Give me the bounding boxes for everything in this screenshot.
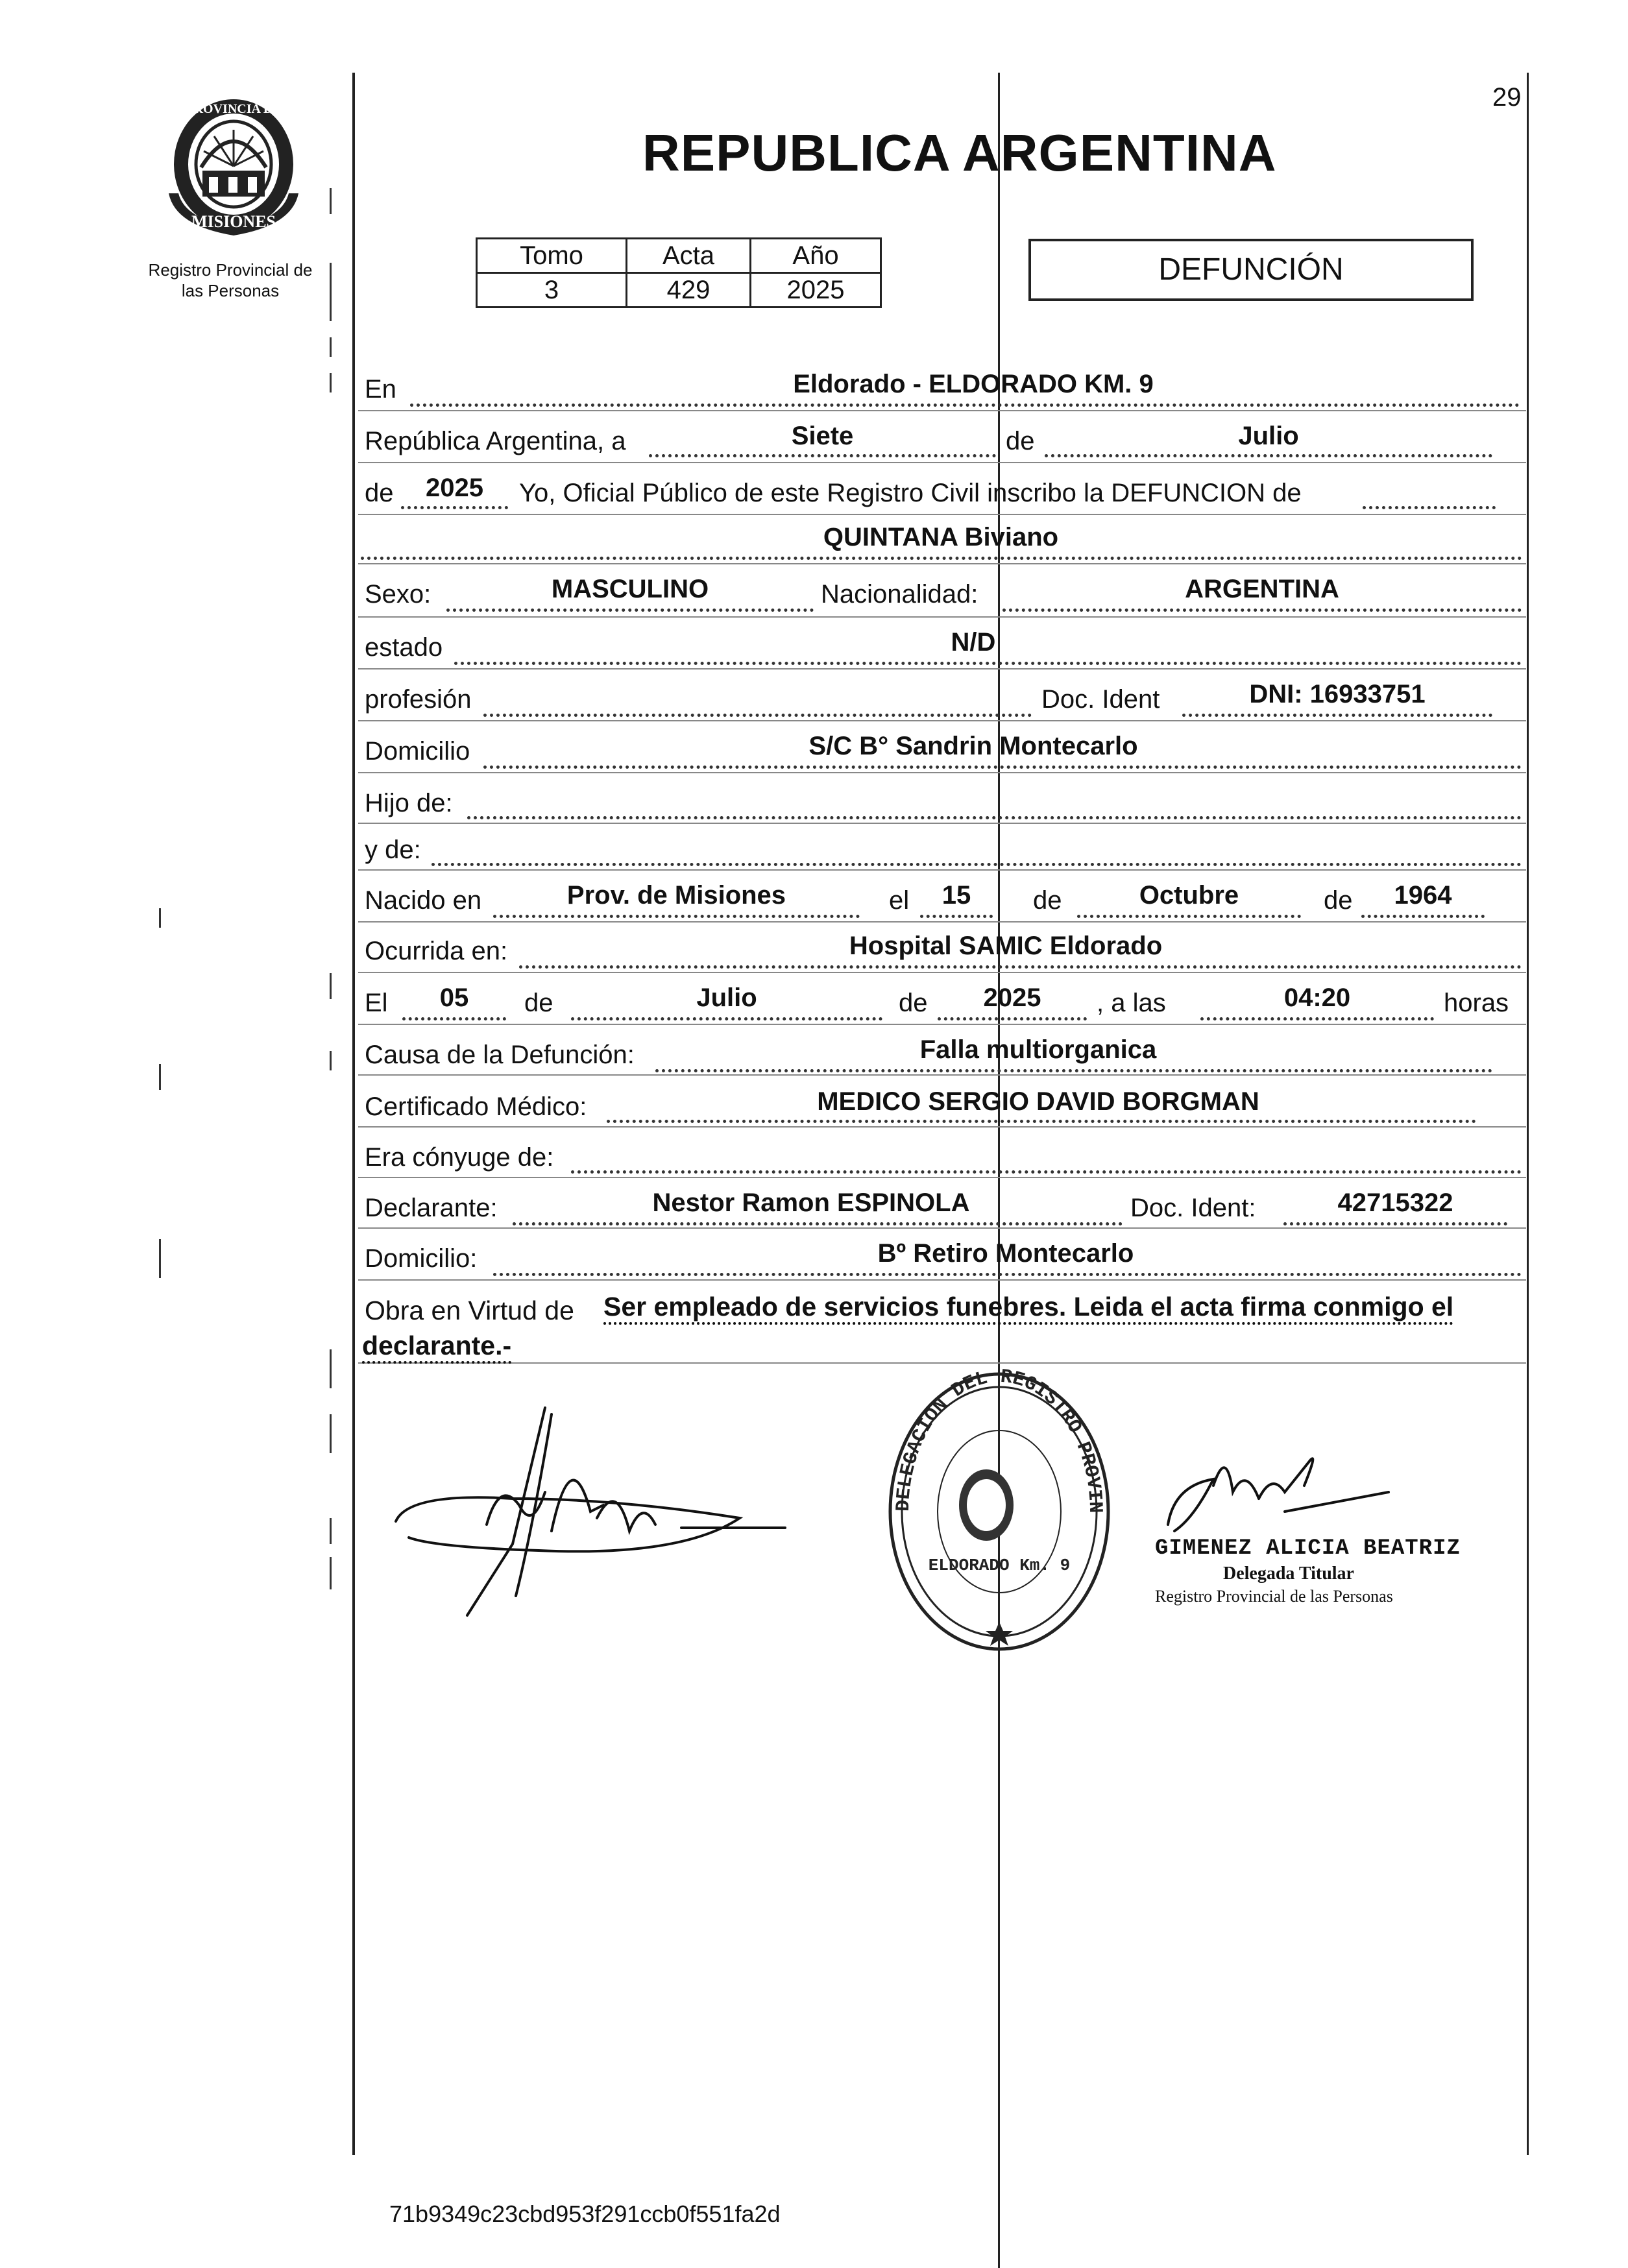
value-tomo: 3 [477,273,627,308]
value-causa: Falla multiorganica [919,1035,1157,1064]
dotted-line [571,1017,882,1020]
value-death-day: 05 [439,983,469,1012]
value-month: Julio [1238,422,1299,450]
row-separator [358,563,1526,564]
row-separator [358,1126,1526,1128]
dotted-line [431,863,1522,866]
value-day: Siete [791,422,854,450]
label-de-death-month: de [524,989,553,1017]
value-estado: N/D [951,628,996,657]
label-declarante: Declarante: [365,1194,498,1222]
dotted-line [402,1017,506,1020]
document-hash: 71b9349c23cbd953f291ccb0f551fa2d [389,2201,781,2227]
value-sexo: MASCULINO [551,575,709,603]
header-acta: Acta [627,239,751,273]
dotted-line [483,714,1032,717]
label-profesion: profesión [365,685,472,714]
record-table [476,237,882,308]
stamp-inner-text: ELDORADO Km. 9 [928,1556,1071,1575]
scan-mark [330,1349,332,1388]
value-nacido-en: Prov. de Misiones [566,881,786,910]
value-death-month: Julio [696,983,757,1012]
label-republica: República Argentina, a [365,427,626,455]
stamp-outer-text: DELEGACION DEL REGISTRO PROVIN [892,1366,1106,1514]
label-en: En [365,375,396,404]
signature-scribble-icon [1155,1447,1402,1538]
label-domicilio: Domicilio [365,737,470,766]
row-separator [358,869,1526,871]
scan-mark [330,1518,332,1544]
row-separator [358,823,1526,824]
label-y-de: y de: [365,836,421,864]
label-ocurrida-en: Ocurrida en: [365,937,508,965]
dotted-line [493,1273,1522,1276]
row-separator [358,720,1526,721]
dotted-line [938,1017,1087,1020]
provincial-seal [162,90,305,245]
official-role: Delegada Titular [1223,1563,1354,1584]
page-number: 29 [1492,83,1522,112]
label-nacido-en: Nacido en [365,886,482,915]
dotted-line [361,557,1522,560]
row-separator [358,1177,1526,1178]
label-domicilio-declarante: Domicilio: [365,1244,478,1273]
seal-emblem-icon [162,90,305,245]
value-obra-line-1: Ser empleado de servicios funebres. Leida el acta firma conmigo el [603,1292,1454,1321]
row-separator [358,921,1526,923]
label-yo-text: Yo, Oficial Público de este Registro Civil inscribo la DEFUNCION de [519,479,1302,507]
row-separator [358,1279,1526,1281]
dotted-line [454,662,1522,665]
page-title: REPUBLICA ARGENTINA [642,124,1277,182]
value-doc-ident-declarante: 42715322 [1337,1188,1453,1217]
value-birth-year: 1964 [1394,881,1452,910]
label-certificado: Certificado Médico: [365,1092,587,1121]
dotted-line [1002,609,1522,612]
scan-mark [330,337,332,357]
registry-stamp [882,1356,1116,1654]
row-separator [358,462,1526,463]
row-separator [358,616,1526,618]
dotted-line [1361,915,1485,918]
registry-line-2: las Personas [181,281,280,300]
dotted-line [1077,915,1301,918]
declarant-signature [383,1401,798,1622]
left-margin-line [352,73,355,2155]
official-signature [1155,1447,1402,1538]
dotted-line [571,1170,1522,1174]
value-obra-line-2: declarante.- [362,1331,512,1360]
value-death-time: 04:20 [1283,983,1351,1012]
value-domicilio: S/C B° Sandrin Montecarlo [808,732,1138,760]
dotted-line [410,404,1520,407]
label-el-death: El [365,989,388,1017]
row-separator [358,1227,1526,1229]
label-doc-ident: Doc. Ident [1041,685,1160,714]
stamp-seal-icon [882,1356,1116,1654]
scan-mark [330,1557,332,1589]
row-separator [358,1074,1526,1076]
label-hijo-de: Hijo de: [365,789,453,817]
value-ano: 2025 [751,273,881,308]
label-horas: horas [1444,989,1509,1017]
value-nacionalidad: ARGENTINA [1185,575,1339,603]
dotted-line [649,454,996,457]
seal-top-text: PROVINCIA DE [186,102,282,116]
value-location: Eldorado - ELDORADO KM. 9 [793,370,1154,398]
dotted-line [467,816,1522,819]
right-margin-line [1527,73,1529,2155]
dotted-line [655,1069,1492,1072]
value-acta: 429 [627,273,751,308]
official-name: GIMENEZ ALICIA BEATRIZ [1155,1536,1461,1561]
value-doc-ident: DNI: 16933751 [1249,680,1426,708]
row-separator [358,410,1526,411]
registry-line-1: Registro Provincial de [148,260,313,280]
label-causa: Causa de la Defunción: [365,1041,635,1069]
scan-mark [330,1414,332,1453]
scan-mark [330,1051,332,1070]
row-separator [358,1024,1526,1025]
label-obra: Obra en Virtud de [365,1296,574,1325]
scan-mark [330,973,332,999]
scan-mark [159,908,161,928]
dotted-line [607,1120,1476,1123]
dotted-line [513,1222,1123,1225]
dotted-line [920,915,993,918]
label-estado: estado [365,633,443,662]
dotted-line [483,766,1522,769]
dotted-line [1182,714,1492,717]
label-el: el [889,886,910,915]
label-a-las: , a las [1097,989,1166,1017]
value-deceased-name: QUINTANA Biviano [823,523,1059,551]
row-separator [358,972,1526,973]
label-de-death-year: de [899,989,928,1017]
dotted-line [519,965,1522,969]
value-year: 2025 [426,474,483,502]
dotted-line [446,609,814,612]
value-certificado: MEDICO SERGIO DAVID BORGMAN [817,1087,1259,1116]
dotted-line [401,506,508,509]
value-birth-month: Octubre [1139,881,1239,910]
dotted-line [1363,506,1496,509]
label-conyuge: Era cónyuge de: [365,1143,554,1172]
registry-name [130,259,331,301]
dotted-line [493,915,860,918]
scan-mark [159,1239,161,1278]
dotted-line [1045,454,1492,457]
record-table-header [477,239,881,273]
row-separator [358,668,1526,670]
value-birth-day: 15 [942,881,971,910]
row-separator [358,514,1526,515]
row-separator [358,772,1526,773]
label-de: de [1006,427,1035,455]
label-nacionalidad: Nacionalidad: [821,580,978,609]
label-sexo: Sexo: [365,580,431,609]
scan-mark [330,373,332,392]
official-organization: Registro Provincial de las Personas [1155,1587,1393,1606]
label-doc-ident-declarante: Doc. Ident: [1130,1194,1256,1222]
label-de-birth-year: de [1324,886,1353,915]
label-de-year: de [365,479,394,507]
scan-mark [159,1064,161,1090]
scan-mark [330,188,332,214]
value-declarante: Nestor Ramon ESPINOLA [652,1188,970,1217]
value-domicilio-declarante: Bº Retiro Montecarlo [877,1239,1134,1268]
signature-scribble-icon [383,1401,798,1622]
document-type-box: DEFUNCIÓN [1028,239,1474,301]
record-table-values [477,273,881,308]
seal-bottom-text: MISIONES [191,212,276,231]
header-tomo: Tomo [477,239,627,273]
dotted-line [1200,1017,1434,1020]
header-ano: Año [751,239,881,273]
value-death-year: 2025 [983,983,1041,1012]
dotted-line [1283,1222,1507,1225]
label-de-birth-month: de [1033,886,1062,915]
value-ocurrida-en: Hospital SAMIC Eldorado [849,932,1163,960]
